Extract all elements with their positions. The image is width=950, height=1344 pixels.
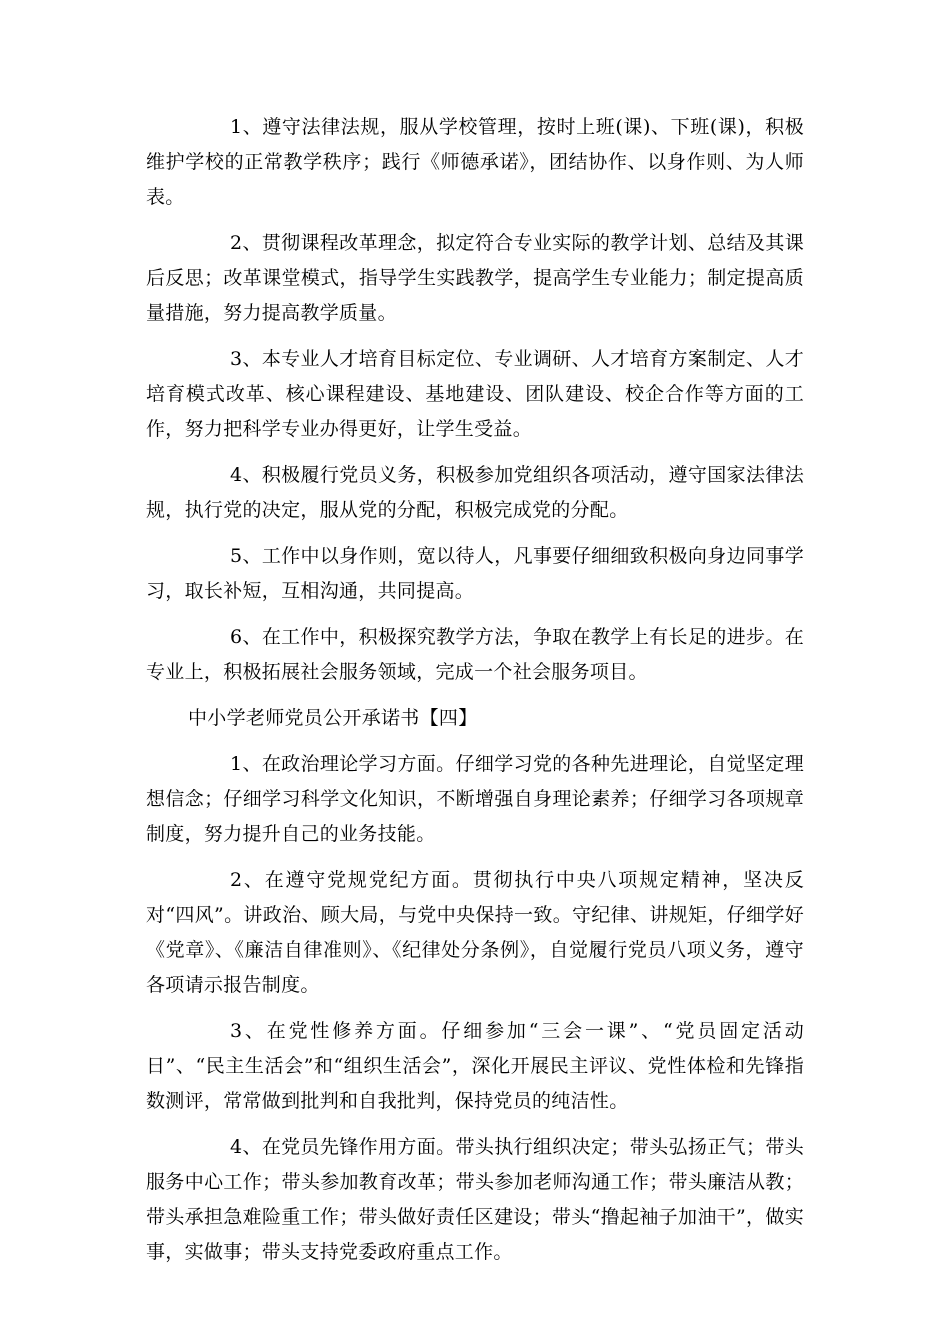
paragraph-b-3: 3、在党性修养方面。仔细参加“三会一课”、“党员固定活动日”、“民主生活会”和“组织生活会”，深化开展民主评议、党性体检和先锋指数测评，常常做到批判和自我批判，保持党员的纯洁性。 <box>146 1020 804 1112</box>
paragraph-b-4: 4、在党员先锋作用方面。带头执行组织决定；带头弘扬正气；带头服务中心工作；带头参加教育改革；带头参加老师沟通工作；带头廉洁从教；带头承担急难险重工作；带头做好责任区建设；带头“撸起袖子加油干”，做实事，实做事；带头支持党委政府重点工作。 <box>146 1136 804 1263</box>
paragraph-a-3: 3、本专业人才培育目标定位、专业调研、人才培育方案制定、人才培育模式改革、核心课程建设、基地建设、团队建设、校企合作等方面的工作，努力把科学专业办得更好，让学生受益。 <box>146 348 804 440</box>
document-page <box>146 110 804 1281</box>
paragraph-a-2: 2、贯彻课程改革理念，拟定符合专业实际的教学计划、总结及其课后反思；改革课堂模式，指导学生实践教学，提高学生专业能力；制定提高质量措施，努力提高教学质量。 <box>146 232 804 324</box>
paragraph-a-6: 6、在工作中，积极探究教学方法，争取在教学上有长足的进步。在专业上，积极拓展社会服务领域，完成一个社会服务项目。 <box>146 626 804 683</box>
paragraph-a-4: 4、积极履行党员义务，积极参加党组织各项活动，遵守国家法律法规，执行党的决定，服从党的分配，积极完成党的分配。 <box>146 464 804 521</box>
paragraph-a-5: 5、工作中以身作则，宽以待人，凡事要仔细细致积极向身边同事学习，取长补短，互相沟通，共同提高。 <box>146 545 804 602</box>
section-heading: 中小学老师党员公开承诺书【四】 <box>188 707 478 729</box>
paragraph-b-1: 1、在政治理论学习方面。仔细学习党的各种先进理论，自觉坚定理想信念；仔细学习科学文化知识，不断增强自身理论素养；仔细学习各项规章制度，努力提升自己的业务技能。 <box>146 753 804 845</box>
paragraph-b-2: 2、在遵守党规党纪方面。贯彻执行中央八项规定精神，坚决反对“四风”。讲政治、顾大局，与党中央保持一致。守纪律、讲规矩，仔细学好《党章》、《廉洁自律准则》、《纪律处分条例》，自觉履行党员八项义务，遵守各项请示报告制度。 <box>146 869 804 996</box>
paragraph-a-1: 1、遵守法律法规，服从学校管理，按时上班(课)、下班(课)，积极维护学校的正常教学秩序；践行《师德承诺》，团结协作、以身作则、为人师表。 <box>146 116 804 208</box>
